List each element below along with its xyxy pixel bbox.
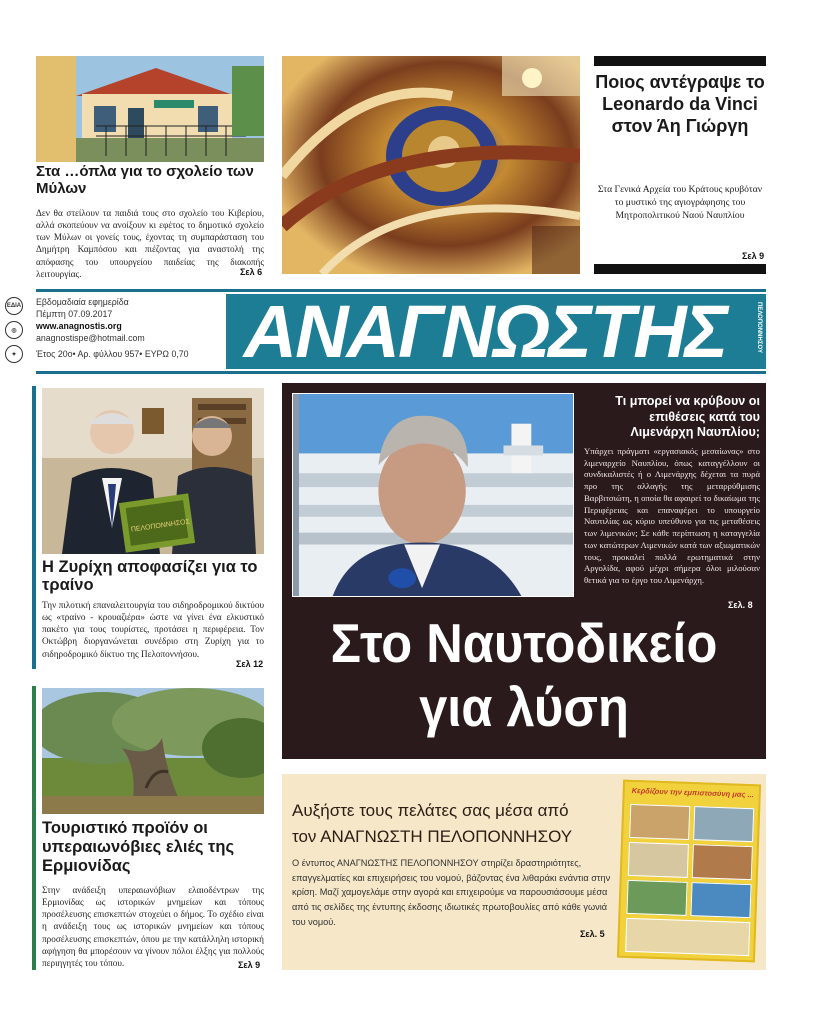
ad-thumb-3: [628, 842, 689, 878]
newspaper-title[interactable]: ΑΝΑΓΝΩΣΤΗΣ: [243, 294, 727, 369]
lead-main-headline[interactable]: Στο Ναυτοδικείο για λύση: [330, 612, 718, 738]
issue-date: Πέμπτη 07.09.2017: [36, 308, 113, 319]
ad-thumb-6: [690, 882, 751, 918]
lead-story-summary: Υπάρχει πράγματι «εργασιακός μεσαίωνας» στο λιμεναρχείο Ναυπλίου, όπως καταγγέλλουν οι συνδικαλιστές ή ο Λιμενάρχης δέχεται τα πυρά προ της αλλαγής της μεταρρύθμισης Βαρβιτσιώτη, η οποία θα αφαιρεί το δικαίωμα της Περιφέρειας και επαναφέρει το υπουργείο Ναυτιλίας ως κύριο υπεύθυνο για τις μεταθέσεις των λιμενικών; Σε κάθε περίπτωση η καταγγελία των κατώτερων Λιμενικών κατά των αξιωματικών τους, προκαλεί πολλά ερωτηματικά στην Αργολίδα, αφού μέχρι σήμερα όλοι μιλούσαν θετικά για το έργο του Λιμενάρχη.: [584, 446, 760, 586]
school-page-ref[interactable]: Σελ 6: [240, 267, 263, 277]
masthead-rule-top: [36, 289, 766, 292]
ad-thumb-7: [625, 918, 750, 956]
school-headline[interactable]: Στα …όπλα για το σχολείο των Μύλων: [36, 163, 254, 197]
zurich-summary: Την πιλοτική επαναλειτουργία του σιδηροδρομικού δικτύου ως «τραίνο - κρουαζιέρα» ώστε να γίνει ένα ελκυστικό πακέτο για τους τουρίστες, προτάσει η περιφέρεια. Τον Οκτώβρη διοργανώνεται συνέδριο στη Ζυρίχη για το σιδηροδρομικό δίκτυο της Πελοποννήσου.: [42, 600, 264, 659]
masthead-icons: [5, 297, 25, 369]
olive-tree-photo[interactable]: [42, 688, 264, 814]
ad-card-title: Κερδίζουν την εμπιστοσύνη μας ...: [631, 785, 754, 800]
leonardo-summary: Στα Γενικά Αρχεία του Κράτους κρυβόταν το μυστικό της αγιογράφησης του Μητροπολιτικού Ναού Ναυπλίου: [597, 184, 763, 221]
leonardo-headline[interactable]: Ποιος αντέγραψε το Leonardo da Vinci στον Άη Γιώργη: [595, 72, 765, 136]
school-summary: Δεν θα στείλουν τα παιδιά τους στο σχολείο του Κιβερίου, αλλά σκοπεύουν να ανοίξουν κι εφέτος το δημοτικό σχολείο των Μύλων οι γονείς τους, έχοντας τη συμπαράσταση του Δημήτρη Καμπόσου και πιέζοντας για αναστολή της απόφασης του υπουργείου παιδείας της διακοπής λειτουργίας.: [36, 208, 264, 279]
ad-promo-card[interactable]: [617, 780, 761, 963]
ad-thumb-2: [693, 806, 754, 842]
olive-headline[interactable]: Τουριστικό προϊόν οι υπεραιωνόβιες ελιές της Ερμιονίδας: [42, 819, 235, 876]
leonardo-page-ref[interactable]: Σελ 9: [742, 251, 765, 261]
masthead-rule-bottom: [36, 371, 766, 374]
seal-icon: ◎: [5, 321, 23, 339]
ad-summary: Ο έντυπος ΑΝΑΓΝΩΣΤΗΣ ΠΕΛΟΠΟΝΝΗΣΟΥ στηρίζει δραστηριότητες, επαγγελματίες και επιχειρήσεις του νομού, βάζοντας ένα λιθαράκι ενάντια στην κρίση. Μαζί χαμογελάμε στην αγορά και επιχειρούμε να παρουσιάσουμε μέσα από τις σελίδες της έντυπης έκδοσης ιδιωτικές πρωτοβουλίες από κάθε γωνιά του νομού.: [292, 858, 611, 927]
olive-accent-bar: [32, 686, 36, 970]
publication-kind: Εβδομαδιαία εφημερίδα: [36, 297, 129, 307]
ad-headline[interactable]: [292, 798, 612, 849]
school-photo[interactable]: [36, 56, 264, 162]
zurich-book-label: ΠΕΛΟΠΟΝΝΗΣΟΣ: [130, 518, 191, 534]
harbour-master-photo[interactable]: [292, 393, 574, 597]
leonardo-rule-top: [594, 56, 766, 66]
newspaper-subtitle: ΠΕΛΟΠΟΝΝΗΣΟΥ: [756, 302, 762, 353]
zurich-page-ref[interactable]: Σελ 12: [236, 659, 264, 669]
olive-page-ref[interactable]: Σελ 9: [238, 960, 261, 970]
ad-headline-line2: τον ΑΝΑΓΝΩΣΤΗ ΠΕΛΟΠΟΝΝΗΣΟΥ: [292, 826, 573, 846]
email-link[interactable]: anagnostispe@hotmail.com: [36, 332, 145, 343]
issue-info: Έτος 20ο• Αρ. φύλλου 957• ΕΥΡΩ 0,70: [36, 348, 189, 359]
ad-thumb-1: [629, 804, 690, 840]
ad-thumb-5: [626, 880, 687, 916]
olive-summary: Στην ανάδειξη υπεραιωνόβιων ελαιοδέντρων της Ερμιονίδας ως ιστορικών μνημείων και τόπους προσέλευσης επισκεπτών στοχεύει ο δήμος. Το σχέδιο είναι η ανάδειξη τους ως ιστορικών μνημείων και τόπους προσέλευσης επισκεπτών, όπου με την κατάλληλη ιστορική αφήγηση θα μπορέσουν να γίνουν πόλοι έλξης για πολλούς περιηγητές του τόπου.: [42, 885, 264, 968]
ad-headline-line1: Αυξήστε τους πελάτες σας μέσα από: [292, 801, 569, 820]
masthead-info: [36, 297, 226, 360]
lead-story-headline[interactable]: Τι μπορεί να κρύβουν οι επιθέσεις κατά του Λιμενάρχη Ναυπλίου;: [615, 394, 760, 440]
certificate-icon: ✦: [5, 345, 23, 363]
church-fresco-photo[interactable]: [282, 56, 580, 274]
ad-thumb-4: [692, 844, 753, 880]
lead-story-page-ref[interactable]: Σελ. 8: [728, 600, 753, 610]
edia-logo-icon: ΕΔΙΑ: [5, 297, 23, 315]
masthead-band: [226, 294, 766, 369]
zurich-headline[interactable]: Η Ζυρίχη αποφασίζει για το τραίνο: [42, 558, 258, 595]
leonardo-rule-bottom: [594, 264, 766, 274]
ad-page-ref[interactable]: Σελ. 5: [580, 929, 605, 939]
zurich-photo[interactable]: [42, 388, 264, 554]
zurich-accent-bar: [32, 386, 36, 669]
website-link[interactable]: www.anagnostis.org: [36, 320, 122, 331]
